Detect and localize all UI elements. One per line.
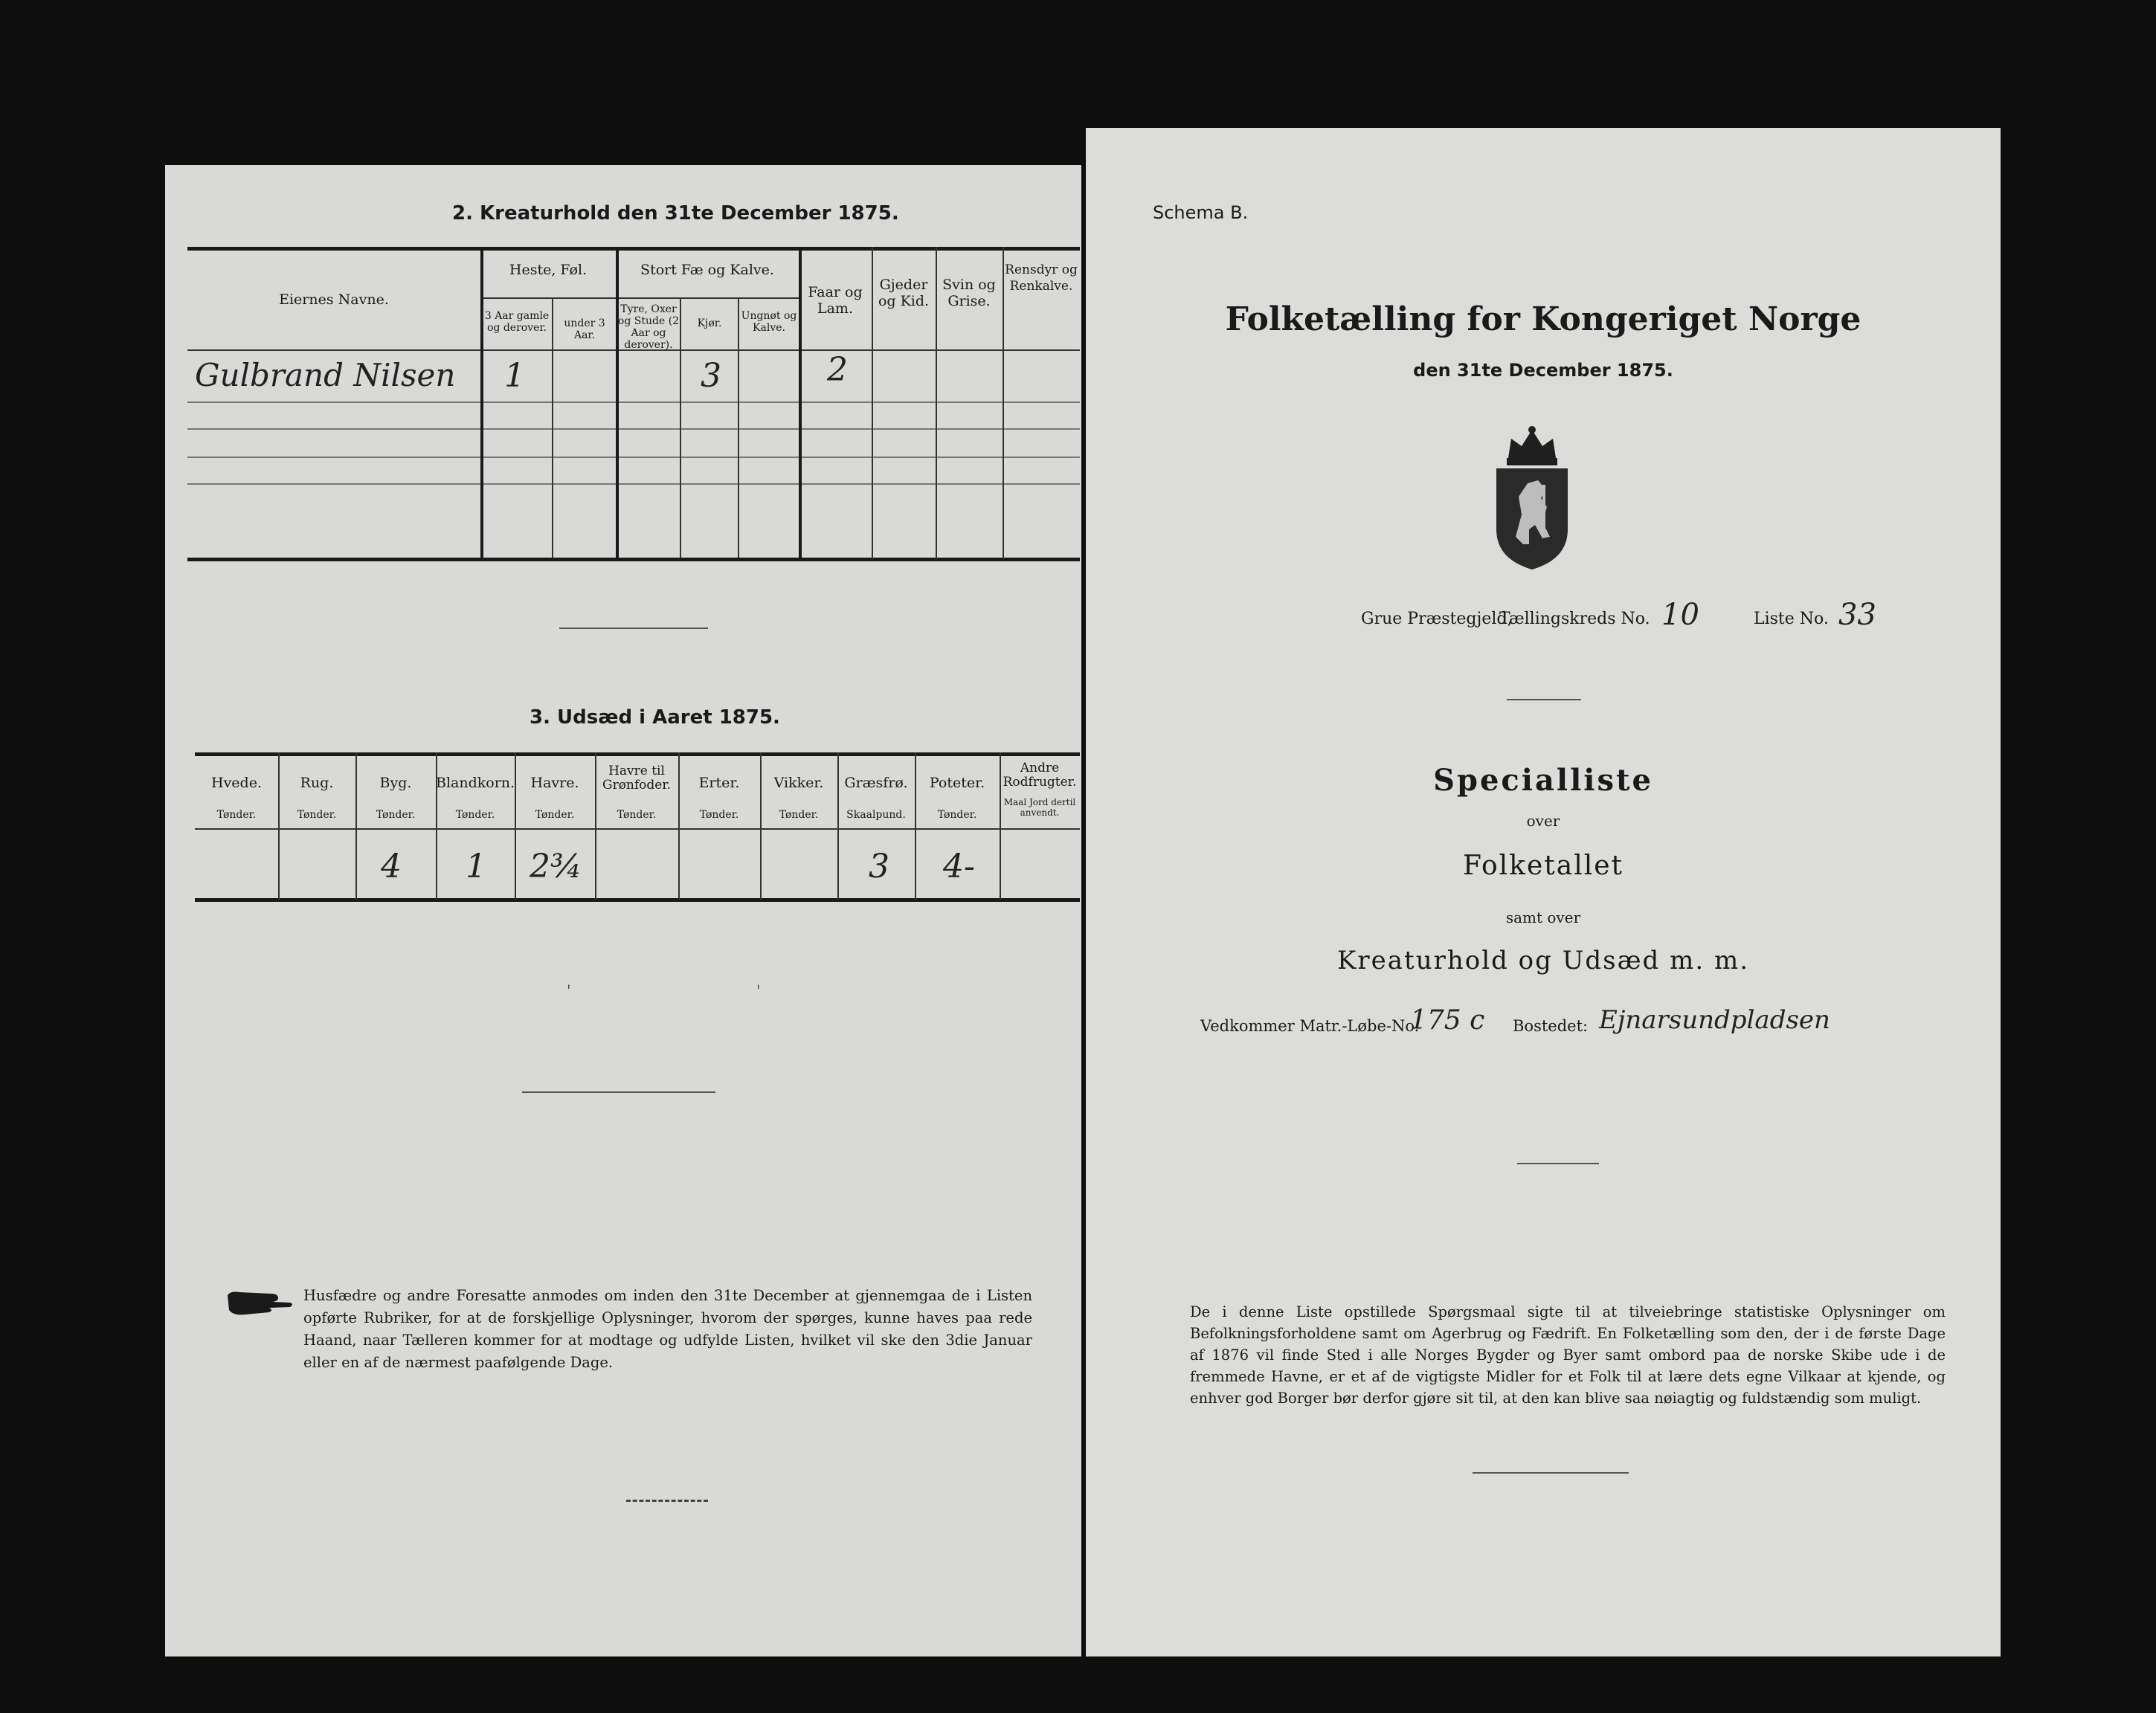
divider-line [1507, 699, 1581, 700]
unit-havre: Tønder. [535, 809, 575, 821]
table2-subheader-rule [480, 297, 799, 299]
unit-vikker: Tønder. [779, 809, 819, 821]
unit-hvede: Tønder. [216, 809, 257, 821]
unit-graesfro: Skaalpund. [846, 809, 906, 821]
specialliste-heading: Specialliste [1433, 763, 1653, 798]
group-stort-fae: Stort Fæ og Kalve. [640, 262, 774, 278]
col-poteter: Poteter. [929, 775, 985, 791]
col-eiernes-navne: Eiernes Navne. [279, 291, 389, 308]
col-faar: Faar og Lam. [808, 284, 863, 317]
tick-mark: ' [567, 981, 571, 999]
left-page [165, 165, 1081, 1656]
liste-value: 33 [1838, 598, 1876, 632]
owner-name: Gulbrand Nilsen [195, 357, 456, 393]
schema-label: Schema B. [1153, 202, 1249, 223]
value-graesfro: 3 [869, 848, 889, 885]
table2-row-rule [187, 401, 1080, 403]
pointing-hand-icon [226, 1288, 295, 1319]
col-graesfro: Græsfrø. [844, 775, 908, 791]
col-hvede: Hvede. [211, 775, 262, 791]
col-rensdyr: Rensdyr og Renkalve. [1005, 262, 1078, 294]
col-gjeder: Gjeder og Kid. [878, 277, 930, 309]
kreds-value: 10 [1661, 598, 1699, 632]
col-rug: Rug. [300, 775, 334, 791]
unit-byg: Tønder. [376, 809, 416, 821]
bosted-value: Ejnarsundpladsen [1599, 1005, 1830, 1035]
table2-row-rule [187, 428, 1080, 430]
table2-row-rule [187, 483, 1080, 485]
unit-rug: Tønder. [297, 809, 337, 821]
table2-bottom-rule [187, 558, 1080, 561]
table2-divider [616, 247, 619, 559]
over-label: over [1526, 812, 1560, 830]
liste-label: Liste No. [1754, 610, 1829, 628]
divider-line [1473, 1472, 1629, 1474]
col-havre-gronfoder: Havre til Grønfoder. [602, 764, 672, 793]
unit-andre-rodfrugter: Maal Jord dertil anvendt. [1003, 797, 1076, 818]
right-page [1086, 128, 2001, 1656]
kreds-label: Tællingskreds No. [1499, 610, 1650, 628]
col-havre: Havre. [530, 775, 579, 791]
col-heste-old: 3 Aar gamle og derover. [484, 310, 550, 334]
unit-poteter: Tønder. [937, 809, 977, 821]
footer-text: De i denne Liste opstillede Spørgsmaal sigte til at tilveiebringe statistiske Oplysninger om Befolkningsforholdene samt om Agerbrug og Fædrift. En Folketælling som den, der i de første Dage af 1876 vil finde Sted i alle Norges Bygder og Byer samt ombord paa de norske Skibe ude i de fremmede Havne, er et af de vigtigste Midler for et Folk til at lære dets egne Vilkaar at kjende, og enhver god Borger bør derfor gjøre sit til, at den kan blive saa nøiagtig og fuldstændig som muligt. [1190, 1303, 1946, 1407]
value-faar: 2 [827, 351, 848, 389]
notice-text: Husfædre og andre Foresatte anmodes om inden den 31te December at gjennemgaa de i Listen opførte Rubriker, for at de forskjellige Oplysninger, hvorom der spørges, kunne haves paa rede Haand, naar Tælleren kommer for at modtage og udfylde Listen, hvilket vil ske den 3die Januar eller en af de nærmest paafølgende Dage. [303, 1287, 1032, 1371]
divider-line [559, 628, 708, 629]
col-andre-rodfrugter: Andre Rodfrugter. [1003, 761, 1077, 790]
table2-divider [738, 297, 739, 558]
section2-title: 2. Kreaturhold den 31te December 1875. [452, 202, 899, 225]
main-title: Folketælling for Kongeriget Norge [1225, 300, 1861, 338]
table2-divider [480, 247, 483, 559]
divider-line [522, 1091, 715, 1093]
value-poteter: 4- [943, 848, 975, 885]
col-ungnot: Ungnøt og Kalve. [741, 310, 797, 334]
tick-mark: ' [756, 981, 761, 999]
col-erter: Erter. [698, 775, 740, 791]
table2-row-rule [187, 457, 1080, 458]
samt-over-label: samt over [1505, 909, 1581, 926]
section3-title: 3. Udsæd i Aaret 1875. [530, 706, 780, 729]
table3-header-bottom [195, 828, 1080, 830]
col-kjor: Kjør. [697, 317, 722, 329]
unit-erter: Tønder. [699, 809, 739, 821]
col-vikker: Vikker. [773, 775, 824, 791]
coat-of-arms-icon [1486, 425, 1578, 571]
col-byg: Byg. [379, 775, 412, 791]
table2-top-rule [187, 247, 1080, 251]
group-heste: Heste, Føl. [509, 262, 588, 278]
col-heste-young: under 3 Aar. [564, 317, 605, 341]
col-blandkorn: Blandkorn. [436, 775, 515, 791]
bosted-label: Bostedet: [1513, 1017, 1589, 1035]
prestegjeld-label: Grue Præstegjeld, [1361, 610, 1513, 628]
value-kjor: 3 [701, 357, 721, 395]
matr-label: Vedkommer Matr.-Løbe-No. [1200, 1017, 1420, 1035]
divider-line [626, 1500, 708, 1502]
unit-blandkorn: Tønder. [455, 809, 495, 821]
kreaturhold-heading: Kreaturhold og Udsæd m. m. [1336, 946, 1749, 975]
divider-line [1517, 1163, 1599, 1164]
value-blandkorn: 1 [466, 848, 486, 885]
folketallet-heading: Folketallet [1462, 851, 1624, 881]
value-havre: 2¾ [530, 848, 582, 885]
unit-havre-gronfoder: Tønder. [617, 809, 657, 821]
value-byg: 4 [381, 848, 402, 885]
table3-top-rule [195, 752, 1080, 756]
col-tyre-oxer: Tyre, Oxer og Stude (2 Aar og derover). [617, 303, 680, 351]
census-date: den 31te December 1875. [1413, 360, 1673, 381]
value-heste-old: 1 [504, 357, 525, 395]
table2-divider [680, 297, 681, 558]
table3-bottom-rule [195, 898, 1080, 902]
matr-value: 175 c [1410, 1005, 1485, 1036]
col-svin: Svin og Grise. [942, 277, 996, 309]
